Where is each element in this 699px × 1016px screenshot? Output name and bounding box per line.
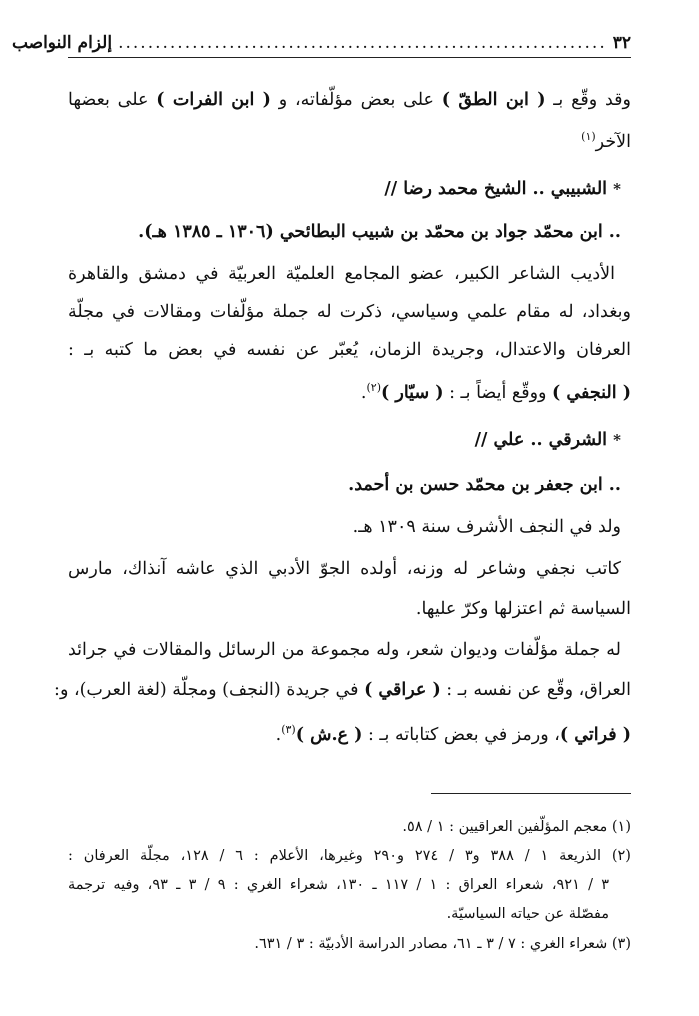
footnote-1: (١) معجم المؤلّفين العراقيين : ١ / ٥٨. xyxy=(402,819,631,835)
text: الآخر xyxy=(595,131,631,152)
text: ، ورمز في بعض كتاباته بـ : xyxy=(362,724,560,745)
entry2-birth: ولد في النجف الأشرف سنة ١٣٠٩ هـ. xyxy=(352,517,621,537)
entry-title: الشبيبي .. الشيخ محمد رضا // xyxy=(384,179,608,199)
text: في جريدة (النجف) ومجلّة (لغة العرب)، و: xyxy=(54,680,365,700)
text: وقد وقّع بـ xyxy=(545,90,631,110)
entry2-line5 xyxy=(68,717,631,748)
footnote-3: (٣) شعراء الغري : ٧ / ٣ ـ ٦١، مصادر الدراسة الأدبيّة : ٣ / ٦٣١. xyxy=(254,936,631,952)
header-dot-leader: .................................................................. xyxy=(118,33,607,53)
pen-name: ( عراقي ) xyxy=(364,680,441,700)
text: على بعض مؤلّفاته، و xyxy=(270,90,442,110)
entry1-heading xyxy=(68,176,621,202)
entry1-line3: العرفان والاعتدال، وجريدة الزمان، يُعبّر عن نفسه في بعض ما كتبه بـ : xyxy=(68,340,631,360)
entry2-line2: السياسة ثم اعتزلها وكرّ عليها. xyxy=(415,599,631,619)
text: العراق، وقّع عن نفسه بـ : xyxy=(440,680,631,700)
entry2-line3: له جملة مؤلّفات وديوان شعر، وله مجموعة من الرسائل والمقالات في جرائد xyxy=(68,640,621,660)
text: . xyxy=(275,724,282,745)
footnote-2-line3: مفصّلة عن حياته السياسيّة. xyxy=(446,906,609,922)
pen-name: ( ع.ش ) xyxy=(295,724,363,745)
text: . xyxy=(360,382,367,403)
asterisk-icon: * xyxy=(613,431,621,449)
text: على بعضها xyxy=(68,90,157,110)
entry1-line1: الأديب الشاعر الكبير، عضو المجامع العلميّة العربيّة في دمشق والقاهرة xyxy=(68,264,615,284)
footnote-2-line1: (٢) الذريعة ١ / ٣٨٨ و٣ / ٢٧٤ و٢٩٠ وغيرها، الأعلام : ٦ / ١٢٨، مجلّة العرفان : xyxy=(68,848,631,864)
pen-name: ( ابن الفرات ) xyxy=(156,90,271,110)
pen-name: ( النجفي ) xyxy=(552,382,631,403)
entry2-line4 xyxy=(54,677,631,703)
pen-name: ( ابن الطقّ ) xyxy=(441,90,546,110)
page-number: ٣٢ xyxy=(612,33,631,53)
para1-line2 xyxy=(68,124,631,155)
entry-title: الشرقي .. علي // xyxy=(474,430,608,450)
entry1-lineage: .. ابن محمّد جواد بن محمّد بن شبيب البطائحي (١٣٠٦ ـ ١٣٨٥ هـ). xyxy=(138,222,621,242)
footnote-ref: (٢) xyxy=(366,381,382,394)
footnote-ref: (١) xyxy=(581,130,596,143)
footnote-2-line2: ٣ / ٩٢١، شعراء العراق : ١ / ١١٧ ـ ١٣٠، شعراء الغري : ٩ / ٣ ـ ٩٣، وفيه ترجمة xyxy=(68,877,609,893)
footnote-ref: (٣) xyxy=(281,723,296,736)
entry2-lineage: .. ابن جعفر بن محمّد حسن بن أحمد. xyxy=(348,475,621,495)
text: ووقّع أيضاً بـ : xyxy=(443,382,553,403)
pen-name: ( فراتي ) xyxy=(559,724,631,745)
pen-name: ( سيّار ) xyxy=(381,382,444,403)
para1-line1 xyxy=(68,87,631,113)
entry1-line2: وبغداد، له مقام علمي وسياسي، ذكرت له جملة مؤلّفات ومقالات في مجلّة xyxy=(68,302,631,322)
entry2-heading xyxy=(68,427,621,453)
running-header xyxy=(11,30,631,56)
entry1-line4 xyxy=(68,375,631,406)
footnote-rule xyxy=(431,793,631,794)
asterisk-icon: * xyxy=(613,180,621,198)
header-rule xyxy=(68,57,631,58)
entry2-line1: كاتب نجفي وشاعر له وزنه، أولده الجوّ الأدبي الذي عاشه آنذاك، مارس xyxy=(68,559,621,579)
book-title: إلزام النواصب xyxy=(11,33,113,53)
